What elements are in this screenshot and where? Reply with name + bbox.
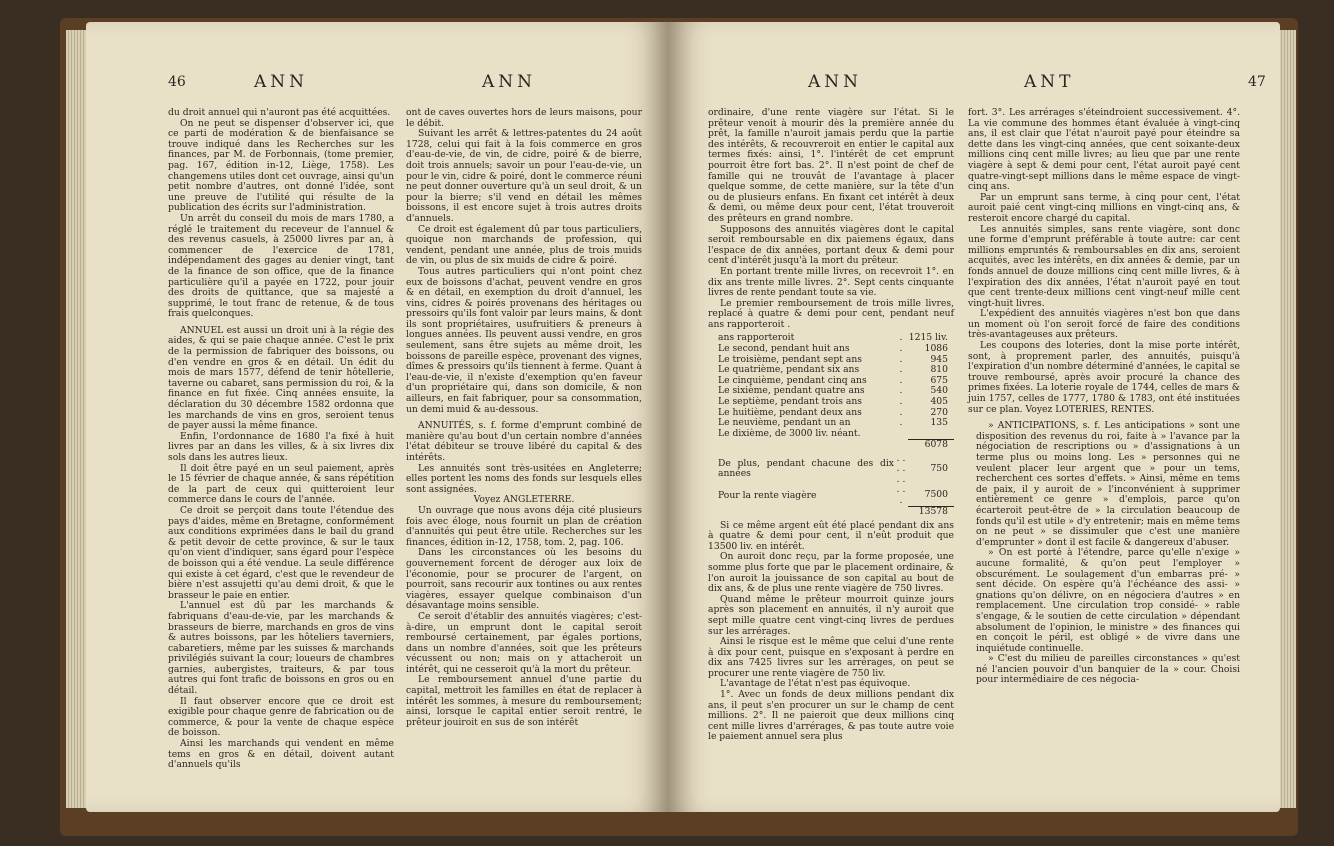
table-cell-label: Le sixième, pendant quatre ans [718,385,865,397]
table-cell-label: Le cinquième, pendant cinq ans [718,374,867,386]
table-cell-label: Le dixième, de 3000 liv. néant. [718,427,861,439]
table-cell-label: Le quatrième, pendant six ans [718,364,860,376]
table-cell-leader: . [899,343,903,355]
table-cell-value: 1086 [924,343,948,355]
table-cell-leader [894,429,908,440]
entry-anticipations: » ANTICIPATIONS, s. f. Les anticipations » sont une disposition des revenus du roi, faite à » l'avance par la négociation de rescriptions ou » d'assignations à un terme plus ou moins long. Les » personnes qui ne veulent placer leur argent que » pour un tems, recherchent ces sortes d'effets. » Ainsi, même en tems de paix, il y auroit de » l'inconvénient à supprimer entièrement ce genre » d'emplois, parce qu'on écarteroit peut-être de » la circulation beaucoup de fonds qu'il est utile » d'y entretenir; mais en même tems on ne peut » se dissimuler que c'est une manière d'emprunter » dont il est facile & dangereux d'abuser. [976,420,1240,548]
table-cell-leader: . [899,396,903,408]
paragraph: Si ce même argent eût été placé pendant dix ans à quatre & demi pour cent, il n'eût produit que 13500 liv. en intérêt. [708,519,954,552]
paragraph: ordinaire, d'une rente viagère sur l'état. Si le prêteur venoit à mourir dès la première année du prêt, la famille n'auroit jamais perdu que la partie des intérêts, & recouvreroit en entier le capital aux termes fixés: ainsi, 1°. l'intérêt de cet emprunt pourroit être fort bas. 2°. Il n'est point de chef de famille qui ne trouvât de l'avantage à placer quelque somme, de cette manière, sur la tête d'un ou de plusieurs enfans. En fixant cet intérêt à deux & demi, ou même deux pour cent, l'état trouveroit des prêteurs en grand nombre. [708,107,954,224]
paragraph: L'annuel est dû par les marchands & fabriquans d'eau-de-vie, par les marchands & brasseurs de bierre, marchands en gros de vins & autres boissons, par les hôteliers taverniers, cabaretiers, même par les suisses & marchands privilégiés suivant la cour; loueurs de chambres garnies, aubergistes, traiteurs, & par tous autres qui font trafic de boissons en gros ou en détail. [168,600,394,697]
table-total: 13578 [908,506,954,517]
paragraph: » On est porté à l'étendre, parce qu'elle n'exige » aucune formalité, & qu'on peut l'employer » obscurément. Le soulagement d'un embarras pré- » sent décide. On espère qu'à l'échéance des assi- » gnations qu'on délivre, on en négociera d'autres » en remplacement. Une circulation trop considé- » rable s'engage, & le soutien de cette circulation » dépendant absolument de l'opinion, le ministre » des finances qui en conçoit le péril, est obligé » de vivre dans une inquiétude continuelle. [976,547,1240,654]
paragraph: Ainsi les marchands qui vendent en même tems en gros & en détail, doivent autant d'annuels qu'ils [168,738,394,771]
paragraph: Le remboursement annuel d'une partie du capital, mettroit les familles en état de replacer à intérêt les sommes, à mesure du remboursement; ainsi, lorsque le capital entier seroit rentré, le prêteur jouiroit en sus de son intérêt [406,674,642,728]
table-cell-value: 270 [930,406,948,418]
interest-table [718,333,954,450]
paragraph: On auroit donc reçu, par la forme proposée, une somme plus forte que par le placement ordinaire, & l'on auroit la jouissance de son capital au bout de dix ans, & de plus une rente viagère de 750 livres. [708,551,954,595]
paragraph: » C'est du milieu de pareilles circonstances » qu'est né l'ancien pouvoir d'un banquier de la » cour. Choisi pour intermédiaire de ces négocia- [976,653,1240,686]
table-cell-value: 7500 [924,489,948,501]
paragraph: Les annuités simples, sans rente viagère, sont donc une forme d'emprunt préférable à toute autre: car cent millions empruntés & remboursables en dix ans, seroient acquités, avec les intérêts, en dix années & demie, par un fonds annuel de douze millions cinq cent mille livres, & à l'expiration des dix années, l'état n'auroit payé en tout que cent trente-deux millions cent vingt-neuf mille cent vingt-huit livres. [968,223,1240,309]
paragraph: Ce droit est également dû par tous particuliers, quoique non marchands de profession, qui vendent, pendant une année, plus de trois muids de vin, ou plus de six muids de cidre & poiré. [406,223,642,267]
paragraph: 1°. Avec un fonds de deux millions pendant dix ans, il peut s'en procurer un sur le champ de cent millions. 2°. Il ne paieroit que deux millions cinq cent mille livres d'arrérages, & pas toute autre voie le paiement annuel sera plus [708,689,954,743]
paragraph: Un arrêt du conseil du mois de mars 1780, a réglé le traitement du receveur de l'annuel & des revenus casuels, à 25000 livres par an, à commencer de l'exercice de 1781, indépendament des gages au denier vingt, tant de la finance de son office, que de la finance particulière qu'il a payée en 1722, pour jouir des droits de quittance, que sa majesté a supprimé, le tout franc de retenue, & de tous frais quelconques. [168,212,394,320]
paragraph: Il doit être payé en un seul paiement, après le 15 février de chaque année, & sans répétition de la part de ceux qui quitteroient leur commerce dans le cours de l'année. [168,462,394,506]
table-cell-leader: . . . [896,484,906,506]
paragraph: Ce seroit d'établir des annuités viagères; c'est-à-dire, un emprunt dont le capital seroit remboursé certainement, par égales portions, dans un nombre d'années, soit que les prêteurs vécussent ou non; mais on y attacheroit un intérêt, qui ne cesseroit qu'à la mort du prêteur. [406,610,642,675]
right-column-2 [968,108,1240,686]
table-cell-value: 810 [930,364,948,376]
table-cell-value: 1215 liv. [908,332,948,344]
running-head-right-col1: ANN [808,72,863,92]
table-cell-leader: . [899,406,903,418]
running-head-left-col2: ANN [482,72,537,92]
right-column-1 [708,108,954,743]
paragraph: Le premier remboursement de trois mille livres, replacé à quatre & demi pour cent, pendant neuf ans rapporteroit . [708,297,954,330]
running-head-left-col1: ANN [254,72,309,92]
table-cell-leader: . [899,374,903,386]
table-row [718,454,954,486]
table-subtotal-row [718,439,954,450]
table-cell-value [908,429,954,440]
table-cell-value: 675 [930,374,948,386]
table-cell-leader: . [899,385,903,397]
paragraph: du droit annuel qui n'auront pas été acquittées. [168,107,391,118]
paragraph: Enfin, l'ordonnance de 1680 l'a fixé à huit livres par an dans les villes, & à six livres dix sols dans les autres lieux. [168,430,394,463]
table-cell-label: Pour la rente viagère [718,489,817,501]
table-cell-label: ans rapporteroit [718,332,795,344]
page-number-left: 46 [168,74,186,90]
paragraph: Un ouvrage que nous avons déja cité plusieurs fois avec éloge, nous fournit un plan de création d'annuités qui peut être utile. Recherches sur les finances, édition in-12, 1758, tom. 2, pag. 106. [406,504,642,548]
right-page [668,22,1280,812]
table-cell-label: Le huitième, pendant deux ans [718,406,862,418]
table-cell-leader: . [899,353,903,365]
table-cell-label: De plus, pendant chacune des dix années [718,457,894,480]
paragraph: On ne peut se dispenser d'observer ici, que ce parti de modération & de bienfaisance se trouve indiqué dans les Recherches sur les finances, par M. de Forbonnais, (tome premier, pag. 167, édition in-12, Liège, 1758). Les changemens utiles dont cet ouvrage, ainsi qu'un petit nombre d'autres, ont donné l'idée, sont une preuve de l'utilité qui résulte de la publication des écrits sur l'administration. [168,117,394,214]
paragraph: Supposons des annuités viagères dont le capital seroit remboursable en dix paiemens égaux, dans l'espace de dix années, portant deux & demi pour cent d'intérêt jusqu'à la mort du prêteur. [708,223,954,267]
paragraph: Les coupons des loteries, dont la mise porte intérêt, sont, à proprement parler, des annuités, puisqu'à l'expiration d'un nombre déterminé d'années, le capital se trouve remboursé, après avoir procuré la chance des primes fixées. La loterie royale de 1744, celles de mars & juin 1757, celles de 1777, 1780 & 1783, ont été instituées sur ce plan. Voyez LOTERIES, RENTES. [968,340,1240,415]
paragraph: L'avantage de l'état n'est pas équivoque. [720,678,911,690]
table-cell-label: Le septième, pendant trois ans [718,396,862,408]
paragraph: Ce droit se perçoit dans toute l'étendue des pays d'aides, même en Bretagne, conformément aux conditions exprimées dans le bail du grand & petit devoir de cette province, & sur le taux qu'on vient d'indiquer, sans égard pour l'espèce de boisson qui a été vendue. La seule différence qui existe à cet égard, c'est que le revendeur de bière n'est assujetti qu'au demi droit, & que le brasseur le paie en entier. [168,504,394,601]
table-row [718,485,954,506]
entry-annuel: ANNUEL est aussi un droit uni à la régie des aides, & qui se paie chaque année. C'est le prix de la permission de fabriquer des boissons, ou d'en vendre en gros & en détail. Un édit du mois de mars 1577, défend de tenir hôtellerie, taverne ou cabaret, sans permission du roi, & la finance en fut fixée. Cinq années ensuite, la déclaration du 30 décembre 1582 ordonna que les marchands de vins en gros, seroient tenus de payer aussi la même finance. [168,324,394,432]
running-head-right-col2: ANT [1024,72,1075,92]
left-column-2 [406,108,642,728]
paragraph: En portant trente mille livres, on recevroit 1°. en dix ans trente mille livres. 2°. Sept cents cinquante livres de rente pendant toute sa vie. [708,265,954,299]
left-column-1 [168,108,394,771]
paragraph: Les annuités sont très-usitées en Angleterre; elles portent les noms des fonds sur lesquels elles sont assignées. [406,462,642,495]
table-cell-leader: . [899,417,903,429]
cross-reference: Voyez ANGLETERRE. [473,494,575,506]
interest-table-2 [718,454,954,518]
table-cell-label: Le troisième, pendant sept ans [718,353,862,365]
paragraph: Dans les circonstances où les besoins du gouvernement forcent de déroger aux loix de l'économie, pour se procurer de l'argent, on pourroit, sans recourir aux tontines ou aux rentes viagères, essayer quelque combinaison d'un désavantage moins sensible. [406,547,642,612]
table-cell-leader: . . . . . . [896,452,906,485]
table-cell-value: 135 [930,417,948,429]
paragraph: Il faut observer encore que ce droit est exigible pour chaque genre de fabrication ou de commerce, & pour la vente de chaque espèce de boisson. [168,695,394,739]
paragraph: L'expédient des annuités viagères n'est bon que dans un moment où l'on seroit forcé de faire des conditions très-avantageuses aux prêteurs. [968,308,1240,341]
paragraph: Par un emprunt sans terme, à cinq pour cent, l'état auroit paié cent vingt-cinq millions en vingt-cinq ans, & resteroit encore chargé du capital. [968,191,1240,224]
table-cell-value: 945 [930,353,948,365]
left-page [86,22,668,812]
paragraph: Tous autres particuliers qui n'ont point chez eux de boissons d'achat, peuvent vendre en gros & en détail, en exemption du droit d'annuel, les vins, cidres & poirés provenans des héritages ou pressoirs qu'ils font valoir par leurs mains, & dont ils sont propriétaires, usufruitiers & preneurs à longues années. Ils peuvent aussi vendre, en gros seulement, sans être sujets au même droit, les boissons de pareille espèce, provenant des vignes, dîmes & pressoirs qu'ils tiennent à ferme. Quant à l'eau-de-vie, il n'existe d'exemption qu'en faveur d'un propriétaire qui, dans son domicile, & non ailleurs, en fait fabriquer, pour sa consommation, un demi muid & au-dessous. [406,265,642,415]
paragraph: Quand même le prêteur mourroit quinze jours après son placement en annuités, il n'y auroit que sept mille quatre cent vingt-cinq livres de perdues sur les arrérages. [708,593,954,637]
table-total-row [718,506,954,517]
table-row [718,429,954,440]
table-cell-label: Le second, pendant huit ans [718,343,850,355]
table-cell-value: 540 [930,385,948,397]
paragraph: Suivant les arrêt & lettres-patentes du 24 août 1728, celui qui fait à la fois commerce en gros d'eau-de-vie, de vin, de cidre, poiré & de bierre, doit trois annuels; savoir un pour l'eau-de-vie, un pour le vin, cidre & poiré, dont le commerce réuni ne peut donner ouverture qu'à un seul droit, & un pour la bierre; s'il vend en détail les mêmes boissons, il est encore sujet à trois autres droits d'annuels. [406,128,642,224]
paragraph: ont de caves ouvertes hors de leurs maisons, pour le débit. [406,107,642,129]
table-cell-leader: . [899,332,903,344]
table-cell-value: 405 [930,396,948,408]
entry-annuites: ANNUITÉS, s. f. forme d'emprunt combiné de manière qu'au bout d'un certain nombre d'années l'état débiteur se trouve libéré du capital & des intérêts. [406,420,642,463]
page-number-right: 47 [1248,74,1266,90]
table-cell-label: Le neuvième, pendant un an [718,417,851,429]
paragraph: fort. 3°. Les arrérages s'éteindroient successivement. 4°. La vie commune des hommes étant évaluée à vingt-cinq ans, il est clair que l'état n'auroit payé pour éteindre sa dette dans les vingt-cinq années, que cent soixante-deux millions cinq cent mille livres; au lieu que par une rente viagère à sept & demi pour cent, l'état auroit payé cent quatre-vingt-sept millions dans le même espace de vingt-cinq ans. [968,107,1240,193]
table-cell-value: 750 [930,463,948,475]
table-subtotal: 6078 [908,439,954,450]
paragraph: Ainsi le risque est le même que celui d'une rente à dix pour cent, puisque en s'exposant à perdre en dix ans 7425 livres sur les arrérages, on peut se procurer une rente viagère de 750 liv. [708,636,954,679]
table-cell-leader: . [899,364,903,376]
